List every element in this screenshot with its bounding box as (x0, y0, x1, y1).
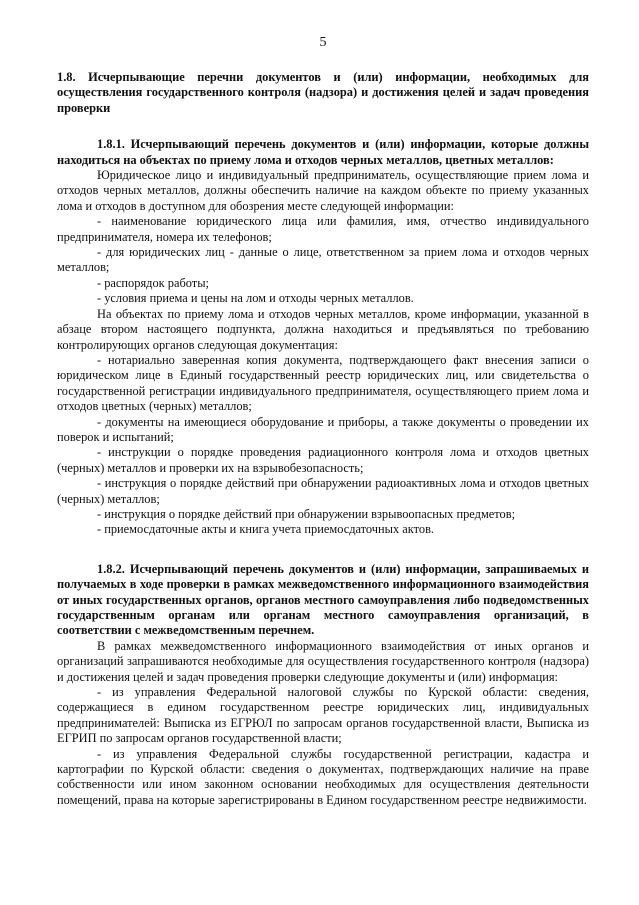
list-item: - документы на имеющиеся оборудование и приборы, а также документы о проведении их поверок и испытаний; (57, 414, 589, 444)
list-item: - приемосдаточные акты и книга учета приемосдаточных актов. (97, 522, 435, 537)
section-1-8-1-heading: 1.8.1. Исчерпывающий перечень документов и (или) информации, которые должны находиться на объектах по приему лома и отходов черных металлов, цветных металлов: (57, 137, 589, 167)
page-number: 5 (319, 35, 327, 50)
section-1-8-2-intro: В рамках межведомственного информационного взаимодействия от иных органов и организаций запрашиваются необходимые для осуществления государственного контроля (надзора) и достижения целей и задач проведения проверки следующие документы и (или) информация: (57, 638, 589, 684)
section-1-8-2-heading: 1.8.2. Исчерпывающий перечень документов и (или) информации, запрашиваемых и получаемых в ходе проверки в рамках межведомственного информационного взаимодействия от иных государственных органов, органов местного самоуправления либо подведомственных государственным органам или органам местного самоуправления организаций, в соответствии с межведомственным перечнем. (57, 561, 589, 638)
section-1-8-1-intro: Юридическое лицо и индивидуальный предприниматель, осуществляющие прием лома и отходов черных металлов, должны обеспечить наличие на каждом объекте по приему указанных лома и отходов в доступном для обозрения месте следующей информации: (57, 168, 589, 213)
list-item: - для юридических лиц - данные о лице, ответственном за прием лома и отходов черных металлов; (57, 245, 589, 275)
section-1-8-1-docs-intro: На объектах по приему лома и отходов черных металлов, кроме информации, указанной в абзаце втором настоящего подпункта, должна находиться и предъявляться по требованию контролирующих органов следующая документация: (57, 306, 589, 352)
list-item: - наименование юридического лица или фамилия, имя, отчество индивидуального предпринимателя, номера их телефонов; (57, 214, 589, 244)
list-item: - из управления Федеральной службы государственной регистрации, кадастра и картографии по Курской области: сведения о документах, подтверждающих наличие на праве собственности или ином законном основании необходимых для осуществления деятельности помещений, права на которые зарегистрированы в Едином государственном реестре недвижимости. (57, 746, 589, 807)
section-1-8-heading: 1.8. Исчерпывающие перечни документов и (или) информации, необходимых для осуществления государственного контроля (надзора) и достижения целей и задач проведения проверки (57, 70, 589, 115)
list-item: - инструкция о порядке действий при обнаружении взрывоопасных предметов; (97, 506, 516, 521)
list-item: - инструкции о порядке проведения радиационного контроля лома и отходов цветных (черных) металлов и проверки их на взрывобезопасность; (57, 445, 589, 475)
list-item: - распорядок работы; (97, 275, 209, 290)
list-item: - из управления Федеральной налоговой службы по Курской области: сведения, содержащиеся в едином государственном реестре юридических лиц, индивидуальных предпринимателей: Выписка из ЕГРЮЛ по запросам органов государственной власти, Выписка из ЕГРИП по запросам органов государственной власти; (57, 685, 589, 746)
list-item: - нотариально заверенная копия документа, подтверждающего факт внесения записи о юридическом лице в Единый государственный реестр юридических лиц, или свидетельства о государственной регистрации индивидуального предпринимателя, осуществляющего прием лома и отходов цветных (черных) металлов; (57, 352, 589, 414)
list-item: - условия приема и цены на лом и отходы черных металлов. (97, 291, 414, 306)
section-spacer (57, 538, 589, 562)
list-item: - инструкция о порядке действий при обнаружении радиоактивных лома и отходов цветных (черных) металлов; (57, 476, 589, 506)
